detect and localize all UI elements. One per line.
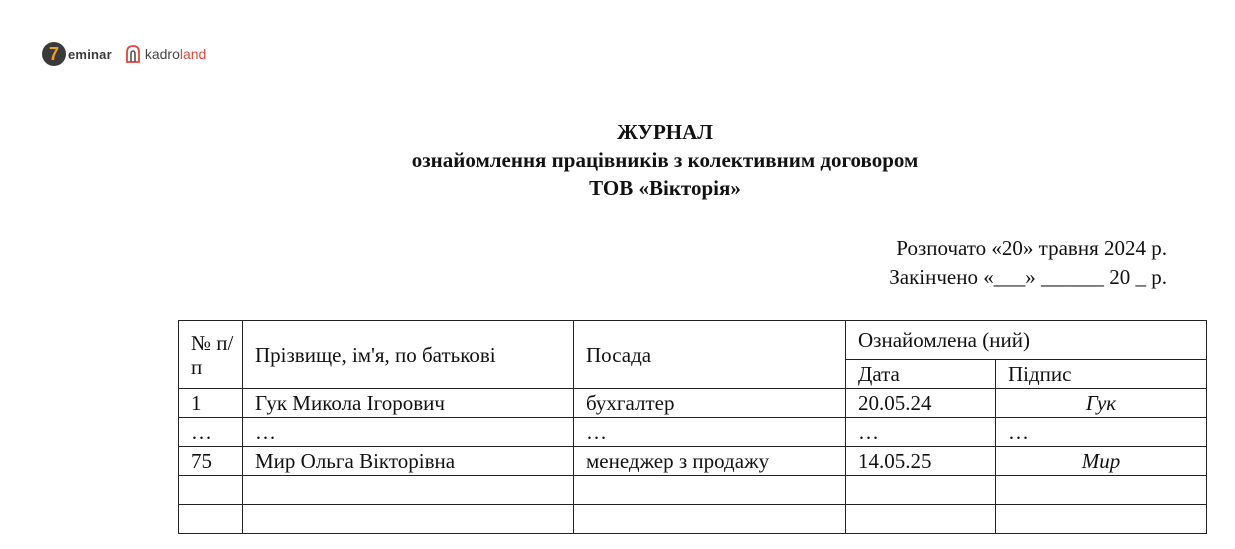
cell-name: Мир Ольга Вікторівна [243,447,574,476]
table-header-row [179,321,1207,360]
cell-signature: Гук [996,389,1207,418]
cell-name [243,505,574,534]
start-date: Розпочато «20» травня 2024 р. [896,236,1167,260]
title-line-1: ЖУРНАЛ [617,120,713,144]
header-date: Дата [846,360,996,389]
table-row [179,447,1207,476]
header-logos [42,40,206,68]
journal-table [178,320,1207,534]
cell-position [574,476,846,505]
kadroland-house-icon [124,44,142,64]
header-position: Посада [574,321,846,389]
header-acquainted: Ознайомлена (ний) [846,321,1207,360]
cell-date: … [846,418,996,447]
kadroland-text-main: kadro [144,46,180,62]
header-name: Прізвище, ім'я, по батькові [243,321,574,389]
cell-num [179,476,243,505]
table-row [179,505,1207,534]
header-signature: Підпис [996,360,1207,389]
table-row [179,476,1207,505]
seven-icon: 7 [42,42,66,66]
table-row [179,389,1207,418]
cell-num [179,505,243,534]
seminar-logo-text: eminar [68,46,112,62]
cell-date [846,476,996,505]
table-row [179,418,1207,447]
cell-date: 14.05.25 [846,447,996,476]
cell-signature [996,505,1207,534]
cell-position: менеджер з продажу [574,447,846,476]
cell-position [574,505,846,534]
title-line-2: ознайомлення працівників з колективним договором [411,148,919,172]
seminar-logo [42,42,112,66]
header-num: № п/п [179,321,243,389]
cell-num: 75 [179,447,243,476]
cell-signature: Мир [996,447,1207,476]
cell-position: бухгалтер [574,389,846,418]
end-date: Закінчено «___» ______ 20 _ р. [889,265,1167,289]
kadroland-logo [124,44,207,64]
cell-name: … [243,418,574,447]
journal-dates [889,234,1167,292]
title-line-3: ТОВ «Вікторія» [589,176,741,200]
cell-name: Гук Микола Ігорович [243,389,574,418]
cell-signature: … [996,418,1207,447]
kadroland-logo-text [145,46,207,62]
cell-date [846,505,996,534]
cell-num: … [179,418,243,447]
cell-date: 20.05.24 [846,389,996,418]
kadroland-text-accent: land [179,46,207,62]
cell-num: 1 [179,389,243,418]
cell-signature [996,476,1207,505]
document-title [0,118,1235,202]
cell-position: … [574,418,846,447]
cell-name [243,476,574,505]
